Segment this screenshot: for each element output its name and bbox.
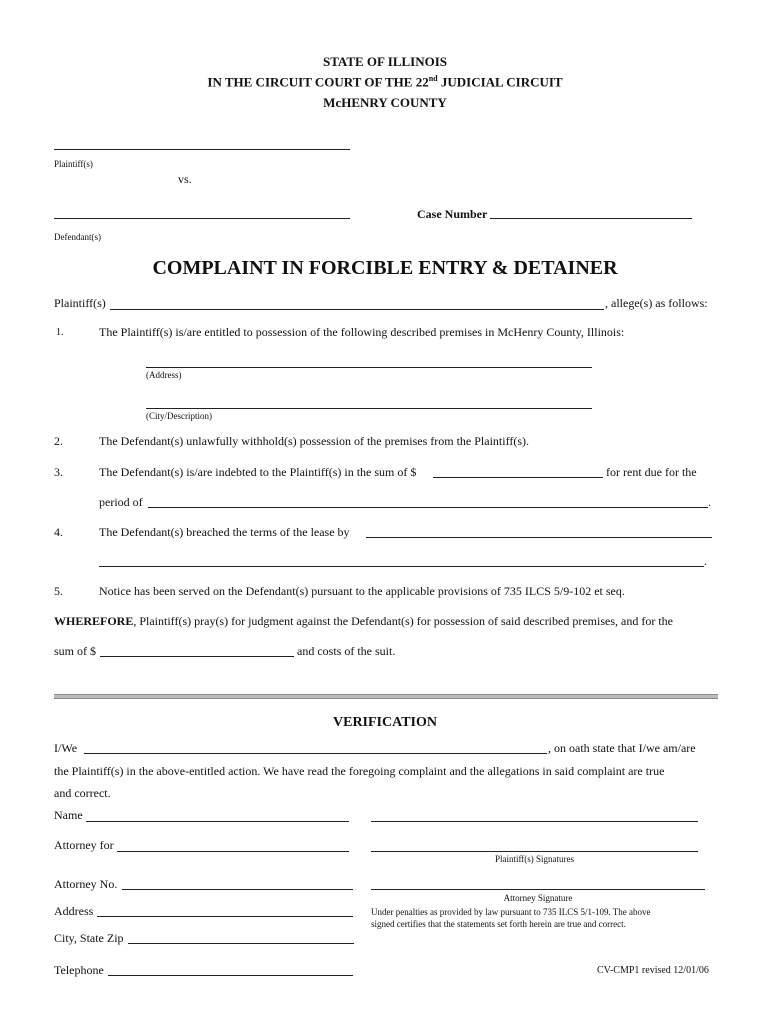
plaintiff-signature-line-1[interactable] — [371, 821, 698, 822]
telephone-label: Telephone — [54, 963, 104, 977]
document-title: COMPLAINT IN FORCIBLE ENTRY & DETAINER — [152, 257, 618, 279]
wherefore-text: , Plaintiff(s) pray(s) for judgment against the Defendant(s) for possession of said described premises, and for the — [133, 614, 673, 628]
period-label: period of — [99, 495, 143, 509]
breach-line-1[interactable] — [366, 537, 712, 538]
verification-title: VERIFICATION — [333, 715, 437, 730]
wherefore-paragraph — [54, 614, 673, 629]
item-3-tail: for rent due for the — [606, 465, 697, 479]
item-2-text: The Defendant(s) unlawfully withhold(s) possession of the premises from the Plaintiff(s). — [99, 434, 530, 448]
section-divider — [54, 694, 718, 699]
attorney-signature-label: Attorney Signature — [503, 893, 573, 903]
breach-line-2[interactable] — [99, 566, 704, 567]
oath-text: , on oath state that I/we am/are — [548, 741, 696, 755]
intro-tail: , allege(s) as follows: — [605, 296, 708, 310]
item-3-text: The Defendant(s) is/are indebted to the Plaintiff(s) in the sum of $ — [99, 465, 417, 479]
address-field-line[interactable] — [97, 916, 353, 917]
vs-label: vs. — [178, 172, 192, 186]
case-number-label: Case Number — [417, 207, 488, 221]
intro-lead: Plaintiff(s) — [54, 296, 106, 310]
iwe-name-line[interactable] — [84, 753, 547, 754]
item-3-number: 3. — [54, 465, 63, 479]
header-court — [0, 74, 770, 90]
form-id: CV-CMP1 revised 12/01/06 — [597, 965, 709, 976]
plaintiff-name-line[interactable] — [54, 149, 350, 150]
item-1-number: 1. — [56, 327, 64, 338]
item-2-number: 2. — [54, 434, 63, 448]
rent-amount-line[interactable] — [433, 477, 603, 478]
item-4-text: The Defendant(s) breached the terms of the lease by — [99, 525, 350, 539]
item-5-number: 5. — [54, 584, 63, 598]
plaintiffs-label: Plaintiff(s) — [54, 159, 93, 169]
defendants-label: Defendant(s) — [54, 232, 101, 242]
city-label: (City/Description) — [146, 411, 212, 421]
defendant-name-line[interactable] — [54, 218, 350, 219]
period-line[interactable] — [148, 507, 708, 508]
case-number-line[interactable] — [490, 218, 692, 219]
wherefore-bold: WHEREFORE — [54, 614, 134, 628]
plaintiff-signatures-label: Plaintiff(s) Signatures — [494, 854, 575, 864]
header-state: STATE OF ILLINOIS — [322, 54, 448, 69]
sum-lead: sum of $ — [54, 644, 96, 658]
plaintiff-signature-line-2[interactable] — [371, 851, 698, 852]
penalty-text-1: Under penalties as provided by law pursuant to 735 ILCS 5/1-109. The above — [371, 907, 651, 917]
attorney-for-label: Attorney for — [54, 838, 114, 852]
item-1-text: The Plaintiff(s) is/are entitled to possession of the following described premises in McHenry County, Illinois: — [99, 325, 625, 339]
attorney-for-line[interactable] — [117, 851, 349, 852]
header-court-sup: nd — [428, 74, 438, 83]
header-court-post: JUDICIAL CIRCUIT — [437, 74, 563, 90]
address-field-label: Address — [54, 904, 94, 918]
attorney-no-line[interactable] — [122, 889, 353, 890]
city-state-zip-label: City, State Zip — [54, 931, 124, 945]
period-end: . — [708, 495, 711, 509]
telephone-line[interactable] — [108, 975, 353, 976]
city-state-zip-line[interactable] — [128, 943, 354, 944]
name-line[interactable] — [86, 821, 349, 822]
item-5-text: Notice has been served on the Defendant(s) pursuant to the applicable provisions of 735 ILCS 5/9-102 et seq. — [99, 584, 625, 598]
verification-line-3: and correct. — [54, 786, 111, 800]
penalty-text-2: signed certifies that the statements set forth herein are true and correct. — [371, 919, 626, 929]
address-line[interactable] — [146, 367, 592, 368]
address-label: (Address) — [146, 370, 182, 380]
attorney-no-label: Attorney No. — [54, 877, 118, 891]
breach-end: . — [704, 554, 707, 568]
sum-tail: and costs of the suit. — [297, 644, 396, 658]
name-label: Name — [54, 808, 83, 822]
iwe-label: I/We — [54, 741, 78, 755]
header-county: McHENRY COUNTY — [323, 95, 447, 110]
header-court-pre: IN THE CIRCUIT COURT OF THE 22 — [207, 74, 429, 90]
item-4-number: 4. — [54, 525, 63, 539]
verification-line-2: the Plaintiff(s) in the above-entitled action. We have read the foregoing complaint and the allegations in said complaint are true — [54, 764, 665, 778]
attorney-signature-line[interactable] — [371, 889, 705, 890]
sum-amount-line[interactable] — [100, 656, 294, 657]
plaintiff-intro-line[interactable] — [110, 309, 604, 310]
city-line[interactable] — [146, 408, 592, 409]
